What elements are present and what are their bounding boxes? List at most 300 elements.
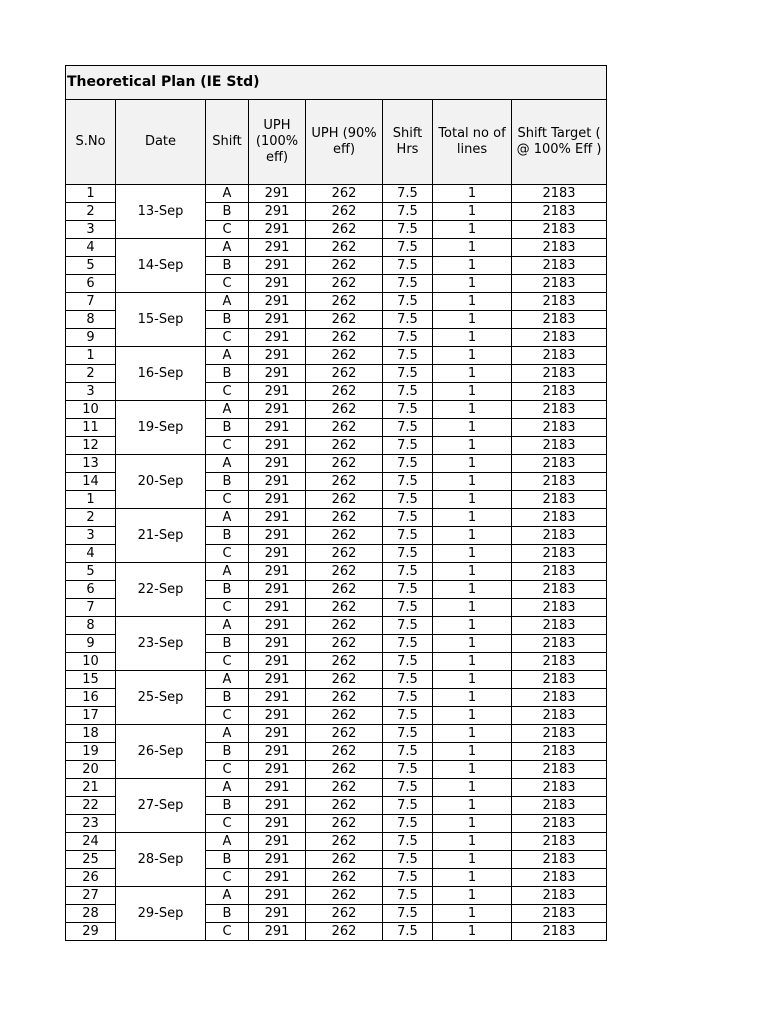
cell-sno: 8	[66, 311, 116, 329]
cell-total-lines: 1	[433, 527, 512, 545]
cell-total-lines: 1	[433, 545, 512, 563]
table-row	[66, 239, 607, 257]
table-row	[66, 833, 607, 851]
cell-date: 29-Sep	[116, 887, 206, 941]
cell-uph-90: 262	[306, 923, 383, 941]
cell-total-lines: 1	[433, 401, 512, 419]
cell-uph-90: 262	[306, 761, 383, 779]
plan-sheet	[65, 65, 606, 941]
cell-sno: 24	[66, 833, 116, 851]
cell-uph-90: 262	[306, 851, 383, 869]
cell-date: 13-Sep	[116, 185, 206, 239]
cell-shift-hrs: 7.5	[383, 275, 433, 293]
cell-uph-90: 262	[306, 275, 383, 293]
table-row	[66, 455, 607, 473]
cell-uph-90: 262	[306, 833, 383, 851]
cell-shift: A	[206, 671, 249, 689]
table-row	[66, 563, 607, 581]
cell-uph-100: 291	[249, 851, 306, 869]
cell-shift-target: 2183	[512, 203, 607, 221]
cell-total-lines: 1	[433, 203, 512, 221]
cell-date: 16-Sep	[116, 347, 206, 401]
cell-total-lines: 1	[433, 815, 512, 833]
cell-shift-target: 2183	[512, 599, 607, 617]
cell-shift-target: 2183	[512, 491, 607, 509]
cell-uph-90: 262	[306, 743, 383, 761]
cell-uph-90: 262	[306, 905, 383, 923]
cell-shift-target: 2183	[512, 563, 607, 581]
cell-shift-target: 2183	[512, 581, 607, 599]
cell-shift: A	[206, 725, 249, 743]
table-row	[66, 185, 607, 203]
cell-total-lines: 1	[433, 581, 512, 599]
cell-total-lines: 1	[433, 851, 512, 869]
cell-shift-hrs: 7.5	[383, 887, 433, 905]
cell-sno: 16	[66, 689, 116, 707]
cell-shift: B	[206, 419, 249, 437]
cell-shift: C	[206, 329, 249, 347]
cell-uph-90: 262	[306, 797, 383, 815]
cell-shift-hrs: 7.5	[383, 455, 433, 473]
cell-uph-100: 291	[249, 455, 306, 473]
cell-uph-90: 262	[306, 437, 383, 455]
cell-shift-hrs: 7.5	[383, 437, 433, 455]
table-row	[66, 509, 607, 527]
cell-uph-90: 262	[306, 779, 383, 797]
cell-total-lines: 1	[433, 617, 512, 635]
cell-uph-90: 262	[306, 293, 383, 311]
cell-uph-90: 262	[306, 707, 383, 725]
cell-uph-100: 291	[249, 527, 306, 545]
header-uph-100: UPH (100% eff)	[249, 100, 306, 185]
plan-body	[66, 185, 607, 941]
cell-uph-90: 262	[306, 221, 383, 239]
cell-total-lines: 1	[433, 257, 512, 275]
cell-total-lines: 1	[433, 509, 512, 527]
cell-uph-100: 291	[249, 275, 306, 293]
cell-shift: B	[206, 797, 249, 815]
cell-date: 15-Sep	[116, 293, 206, 347]
cell-uph-100: 291	[249, 599, 306, 617]
cell-total-lines: 1	[433, 707, 512, 725]
cell-total-lines: 1	[433, 491, 512, 509]
cell-sno: 19	[66, 743, 116, 761]
cell-shift: C	[206, 221, 249, 239]
cell-uph-90: 262	[306, 545, 383, 563]
cell-uph-90: 262	[306, 815, 383, 833]
header-row	[66, 100, 607, 185]
cell-shift-target: 2183	[512, 293, 607, 311]
cell-uph-90: 262	[306, 599, 383, 617]
cell-shift-hrs: 7.5	[383, 815, 433, 833]
cell-shift-target: 2183	[512, 455, 607, 473]
cell-uph-100: 291	[249, 905, 306, 923]
cell-shift: C	[206, 491, 249, 509]
cell-shift: A	[206, 239, 249, 257]
cell-sno: 10	[66, 401, 116, 419]
cell-shift-hrs: 7.5	[383, 599, 433, 617]
cell-total-lines: 1	[433, 671, 512, 689]
cell-date: 27-Sep	[116, 779, 206, 833]
cell-shift: C	[206, 545, 249, 563]
table-row	[66, 887, 607, 905]
cell-shift: A	[206, 185, 249, 203]
cell-sno: 17	[66, 707, 116, 725]
cell-sno: 18	[66, 725, 116, 743]
plan-table	[65, 65, 607, 941]
cell-uph-90: 262	[306, 419, 383, 437]
cell-shift-target: 2183	[512, 257, 607, 275]
header-sno: S.No	[66, 100, 116, 185]
cell-uph-100: 291	[249, 707, 306, 725]
cell-total-lines: 1	[433, 239, 512, 257]
cell-total-lines: 1	[433, 833, 512, 851]
cell-total-lines: 1	[433, 761, 512, 779]
cell-shift: A	[206, 347, 249, 365]
cell-shift: B	[206, 473, 249, 491]
cell-uph-100: 291	[249, 761, 306, 779]
cell-shift: C	[206, 653, 249, 671]
cell-sno: 28	[66, 905, 116, 923]
cell-uph-100: 291	[249, 203, 306, 221]
cell-shift-hrs: 7.5	[383, 401, 433, 419]
cell-total-lines: 1	[433, 185, 512, 203]
cell-date: 28-Sep	[116, 833, 206, 887]
cell-shift: B	[206, 581, 249, 599]
cell-uph-90: 262	[306, 527, 383, 545]
cell-total-lines: 1	[433, 653, 512, 671]
cell-uph-100: 291	[249, 509, 306, 527]
cell-shift-target: 2183	[512, 185, 607, 203]
table-row	[66, 347, 607, 365]
cell-shift-hrs: 7.5	[383, 257, 433, 275]
cell-shift-target: 2183	[512, 275, 607, 293]
cell-sno: 3	[66, 383, 116, 401]
cell-uph-100: 291	[249, 437, 306, 455]
cell-uph-90: 262	[306, 383, 383, 401]
cell-shift: C	[206, 923, 249, 941]
cell-shift: A	[206, 617, 249, 635]
cell-sno: 6	[66, 581, 116, 599]
cell-shift-hrs: 7.5	[383, 527, 433, 545]
cell-uph-90: 262	[306, 509, 383, 527]
cell-shift-target: 2183	[512, 851, 607, 869]
header-shift: Shift	[206, 100, 249, 185]
cell-shift: B	[206, 311, 249, 329]
cell-shift: C	[206, 869, 249, 887]
cell-date: 26-Sep	[116, 725, 206, 779]
cell-shift-target: 2183	[512, 329, 607, 347]
cell-sno: 15	[66, 671, 116, 689]
cell-shift-hrs: 7.5	[383, 635, 433, 653]
cell-shift-target: 2183	[512, 509, 607, 527]
cell-sno: 9	[66, 329, 116, 347]
cell-uph-100: 291	[249, 887, 306, 905]
cell-uph-100: 291	[249, 185, 306, 203]
cell-shift-target: 2183	[512, 545, 607, 563]
cell-sno: 12	[66, 437, 116, 455]
cell-total-lines: 1	[433, 923, 512, 941]
cell-shift-target: 2183	[512, 365, 607, 383]
cell-shift-target: 2183	[512, 923, 607, 941]
cell-sno: 4	[66, 239, 116, 257]
cell-uph-100: 291	[249, 869, 306, 887]
cell-sno: 27	[66, 887, 116, 905]
cell-uph-90: 262	[306, 689, 383, 707]
cell-uph-100: 291	[249, 743, 306, 761]
cell-shift-hrs: 7.5	[383, 329, 433, 347]
cell-shift: C	[206, 761, 249, 779]
cell-sno: 6	[66, 275, 116, 293]
cell-uph-100: 291	[249, 815, 306, 833]
cell-uph-100: 291	[249, 365, 306, 383]
cell-uph-90: 262	[306, 563, 383, 581]
cell-shift-target: 2183	[512, 221, 607, 239]
cell-shift: A	[206, 401, 249, 419]
cell-shift: B	[206, 203, 249, 221]
cell-uph-90: 262	[306, 311, 383, 329]
cell-uph-100: 291	[249, 689, 306, 707]
cell-uph-90: 262	[306, 725, 383, 743]
cell-shift: C	[206, 599, 249, 617]
cell-sno: 2	[66, 365, 116, 383]
cell-total-lines: 1	[433, 329, 512, 347]
cell-uph-90: 262	[306, 365, 383, 383]
cell-shift: A	[206, 293, 249, 311]
cell-uph-100: 291	[249, 221, 306, 239]
cell-total-lines: 1	[433, 887, 512, 905]
cell-sno: 7	[66, 293, 116, 311]
cell-uph-100: 291	[249, 563, 306, 581]
table-row	[66, 401, 607, 419]
cell-shift-target: 2183	[512, 815, 607, 833]
cell-shift-hrs: 7.5	[383, 383, 433, 401]
cell-shift-hrs: 7.5	[383, 491, 433, 509]
cell-uph-100: 291	[249, 545, 306, 563]
cell-sno: 2	[66, 509, 116, 527]
cell-sno: 3	[66, 221, 116, 239]
table-title: Theoretical Plan (IE Std)	[66, 66, 607, 100]
cell-shift: B	[206, 851, 249, 869]
cell-shift-hrs: 7.5	[383, 311, 433, 329]
cell-shift: C	[206, 275, 249, 293]
cell-uph-100: 291	[249, 635, 306, 653]
cell-sno: 9	[66, 635, 116, 653]
cell-shift-target: 2183	[512, 779, 607, 797]
table-row	[66, 617, 607, 635]
cell-uph-100: 291	[249, 671, 306, 689]
cell-date: 22-Sep	[116, 563, 206, 617]
cell-total-lines: 1	[433, 797, 512, 815]
cell-shift: A	[206, 887, 249, 905]
cell-shift-hrs: 7.5	[383, 581, 433, 599]
cell-shift-target: 2183	[512, 761, 607, 779]
cell-total-lines: 1	[433, 635, 512, 653]
cell-sno: 26	[66, 869, 116, 887]
cell-uph-100: 291	[249, 617, 306, 635]
cell-shift-target: 2183	[512, 905, 607, 923]
cell-shift-hrs: 7.5	[383, 545, 433, 563]
cell-uph-100: 291	[249, 491, 306, 509]
cell-date: 25-Sep	[116, 671, 206, 725]
header-date: Date	[116, 100, 206, 185]
cell-uph-100: 291	[249, 383, 306, 401]
cell-total-lines: 1	[433, 293, 512, 311]
cell-shift-hrs: 7.5	[383, 743, 433, 761]
cell-uph-100: 291	[249, 653, 306, 671]
cell-shift: A	[206, 455, 249, 473]
cell-shift: C	[206, 815, 249, 833]
cell-sno: 20	[66, 761, 116, 779]
cell-total-lines: 1	[433, 563, 512, 581]
cell-shift: B	[206, 257, 249, 275]
cell-sno: 5	[66, 257, 116, 275]
cell-shift-target: 2183	[512, 239, 607, 257]
cell-shift: B	[206, 527, 249, 545]
cell-shift: A	[206, 563, 249, 581]
header-shift-target: Shift Target ( @ 100% Eff )	[512, 100, 607, 185]
cell-uph-90: 262	[306, 257, 383, 275]
cell-shift-hrs: 7.5	[383, 347, 433, 365]
cell-uph-90: 262	[306, 653, 383, 671]
cell-uph-100: 291	[249, 581, 306, 599]
cell-shift-target: 2183	[512, 527, 607, 545]
cell-shift-target: 2183	[512, 401, 607, 419]
cell-shift-hrs: 7.5	[383, 239, 433, 257]
cell-shift-target: 2183	[512, 707, 607, 725]
cell-sno: 8	[66, 617, 116, 635]
cell-uph-90: 262	[306, 203, 383, 221]
cell-shift: B	[206, 905, 249, 923]
cell-uph-90: 262	[306, 329, 383, 347]
cell-total-lines: 1	[433, 869, 512, 887]
title-row	[66, 66, 607, 100]
cell-date: 20-Sep	[116, 455, 206, 509]
cell-sno: 25	[66, 851, 116, 869]
cell-shift: C	[206, 383, 249, 401]
cell-date: 14-Sep	[116, 239, 206, 293]
cell-uph-100: 291	[249, 401, 306, 419]
cell-shift-hrs: 7.5	[383, 473, 433, 491]
cell-total-lines: 1	[433, 275, 512, 293]
cell-shift-hrs: 7.5	[383, 563, 433, 581]
cell-total-lines: 1	[433, 365, 512, 383]
cell-total-lines: 1	[433, 743, 512, 761]
cell-shift-target: 2183	[512, 743, 607, 761]
cell-total-lines: 1	[433, 311, 512, 329]
cell-sno: 13	[66, 455, 116, 473]
cell-total-lines: 1	[433, 419, 512, 437]
cell-shift: C	[206, 707, 249, 725]
cell-total-lines: 1	[433, 599, 512, 617]
cell-uph-100: 291	[249, 473, 306, 491]
cell-shift-hrs: 7.5	[383, 797, 433, 815]
header-uph-90: UPH (90% eff)	[306, 100, 383, 185]
cell-shift-target: 2183	[512, 671, 607, 689]
cell-shift: A	[206, 833, 249, 851]
cell-shift-target: 2183	[512, 653, 607, 671]
cell-sno: 22	[66, 797, 116, 815]
cell-total-lines: 1	[433, 473, 512, 491]
cell-total-lines: 1	[433, 689, 512, 707]
cell-total-lines: 1	[433, 383, 512, 401]
cell-shift-hrs: 7.5	[383, 725, 433, 743]
cell-shift-target: 2183	[512, 887, 607, 905]
cell-shift-target: 2183	[512, 419, 607, 437]
cell-shift-target: 2183	[512, 689, 607, 707]
cell-sno: 1	[66, 185, 116, 203]
cell-uph-100: 291	[249, 779, 306, 797]
cell-total-lines: 1	[433, 437, 512, 455]
cell-shift: A	[206, 509, 249, 527]
cell-shift-hrs: 7.5	[383, 851, 433, 869]
header-shift-hrs: Shift Hrs	[383, 100, 433, 185]
cell-uph-100: 291	[249, 329, 306, 347]
cell-uph-100: 291	[249, 833, 306, 851]
cell-sno: 11	[66, 419, 116, 437]
cell-uph-100: 291	[249, 419, 306, 437]
cell-sno: 2	[66, 203, 116, 221]
cell-sno: 29	[66, 923, 116, 941]
cell-uph-90: 262	[306, 491, 383, 509]
cell-shift: B	[206, 689, 249, 707]
cell-shift: C	[206, 437, 249, 455]
cell-shift-hrs: 7.5	[383, 185, 433, 203]
cell-sno: 21	[66, 779, 116, 797]
cell-sno: 14	[66, 473, 116, 491]
cell-shift-target: 2183	[512, 383, 607, 401]
cell-uph-100: 291	[249, 347, 306, 365]
cell-uph-90: 262	[306, 347, 383, 365]
cell-shift-target: 2183	[512, 473, 607, 491]
cell-shift-hrs: 7.5	[383, 653, 433, 671]
cell-shift: A	[206, 779, 249, 797]
table-row	[66, 725, 607, 743]
cell-shift-hrs: 7.5	[383, 509, 433, 527]
cell-shift-target: 2183	[512, 869, 607, 887]
cell-total-lines: 1	[433, 905, 512, 923]
cell-uph-90: 262	[306, 185, 383, 203]
cell-sno: 1	[66, 491, 116, 509]
cell-shift-hrs: 7.5	[383, 203, 433, 221]
cell-uph-100: 291	[249, 725, 306, 743]
cell-uph-100: 291	[249, 797, 306, 815]
cell-shift-hrs: 7.5	[383, 707, 433, 725]
cell-shift-hrs: 7.5	[383, 671, 433, 689]
cell-uph-90: 262	[306, 401, 383, 419]
table-row	[66, 293, 607, 311]
cell-shift-hrs: 7.5	[383, 923, 433, 941]
cell-uph-90: 262	[306, 473, 383, 491]
cell-date: 21-Sep	[116, 509, 206, 563]
cell-total-lines: 1	[433, 455, 512, 473]
cell-total-lines: 1	[433, 725, 512, 743]
cell-uph-90: 262	[306, 581, 383, 599]
cell-shift-hrs: 7.5	[383, 905, 433, 923]
cell-shift-target: 2183	[512, 833, 607, 851]
cell-shift-hrs: 7.5	[383, 617, 433, 635]
cell-shift-hrs: 7.5	[383, 419, 433, 437]
cell-sno: 7	[66, 599, 116, 617]
cell-shift-hrs: 7.5	[383, 833, 433, 851]
cell-total-lines: 1	[433, 347, 512, 365]
cell-shift-hrs: 7.5	[383, 293, 433, 311]
cell-sno: 23	[66, 815, 116, 833]
cell-sno: 5	[66, 563, 116, 581]
cell-total-lines: 1	[433, 221, 512, 239]
cell-uph-90: 262	[306, 617, 383, 635]
cell-shift-target: 2183	[512, 437, 607, 455]
